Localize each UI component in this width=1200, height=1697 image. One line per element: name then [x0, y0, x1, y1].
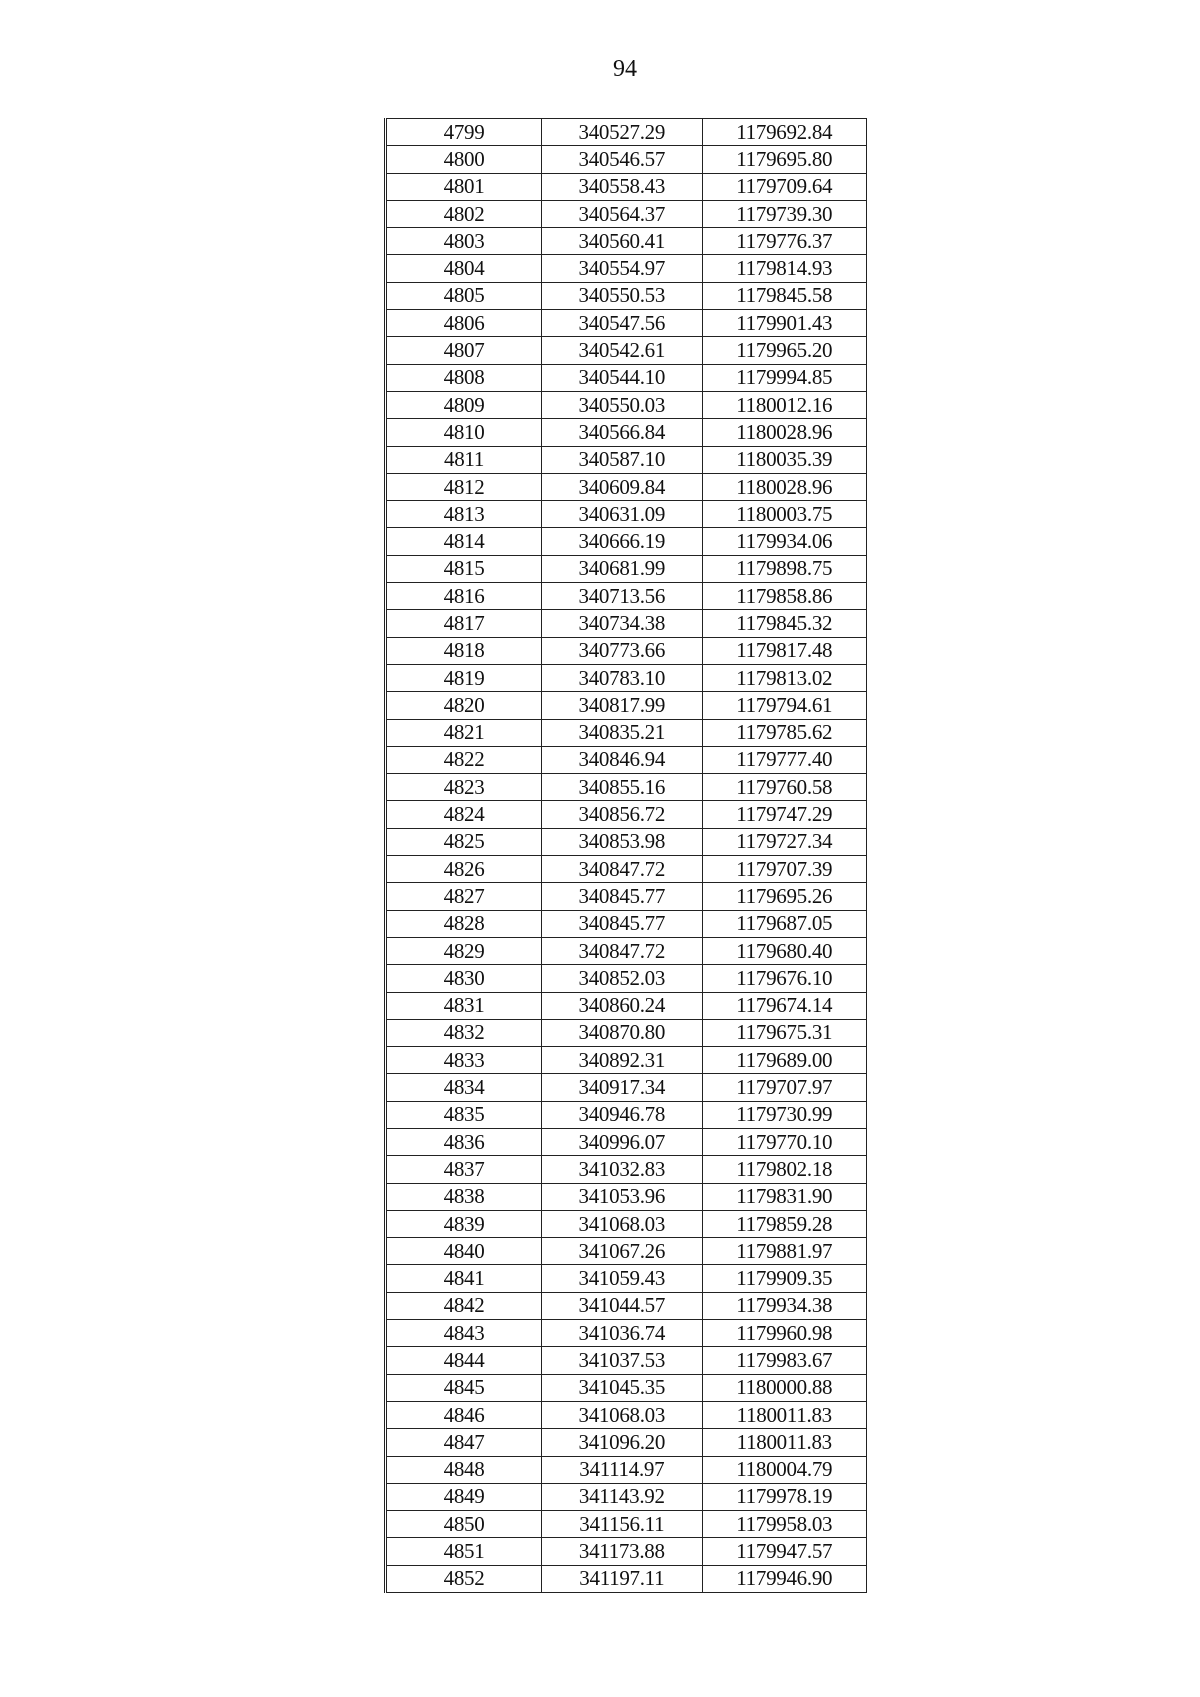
x-coordinate-cell: 340856.72 [542, 801, 702, 828]
x-coordinate-cell: 340681.99 [542, 555, 702, 582]
point-number-cell: 4843 [386, 1320, 542, 1347]
point-number-cell: 4804 [386, 255, 542, 282]
y-coordinate-cell: 1179727.34 [702, 828, 866, 855]
y-coordinate-cell: 1179689.00 [702, 1047, 866, 1074]
y-coordinate-cell: 1179960.98 [702, 1320, 866, 1347]
table-row [386, 119, 867, 146]
x-coordinate-cell: 340917.34 [542, 1074, 702, 1101]
y-coordinate-cell: 1179794.61 [702, 692, 866, 719]
table-row [386, 337, 867, 364]
point-number-cell: 4808 [386, 364, 542, 391]
x-coordinate-cell: 341037.53 [542, 1347, 702, 1374]
point-number-cell: 4803 [386, 228, 542, 255]
point-number-cell: 4847 [386, 1429, 542, 1456]
point-number-cell: 4799 [386, 119, 542, 146]
point-number-cell: 4819 [386, 664, 542, 691]
table-row [386, 937, 867, 964]
table-row [386, 664, 867, 691]
table-row [386, 1074, 867, 1101]
x-coordinate-cell: 340558.43 [542, 173, 702, 200]
x-coordinate-cell: 340845.77 [542, 883, 702, 910]
y-coordinate-cell: 1179760.58 [702, 774, 866, 801]
table-row [386, 965, 867, 992]
point-number-cell: 4841 [386, 1265, 542, 1292]
table-row [386, 1047, 867, 1074]
point-number-cell: 4817 [386, 610, 542, 637]
point-number-cell: 4833 [386, 1047, 542, 1074]
point-number-cell: 4829 [386, 937, 542, 964]
point-number-cell: 4845 [386, 1374, 542, 1401]
point-number-cell: 4848 [386, 1456, 542, 1483]
table-row [386, 1401, 867, 1428]
y-coordinate-cell: 1179770.10 [702, 1128, 866, 1155]
y-coordinate-cell: 1179785.62 [702, 719, 866, 746]
x-coordinate-cell: 340852.03 [542, 965, 702, 992]
y-coordinate-cell: 1179909.35 [702, 1265, 866, 1292]
y-coordinate-cell: 1179730.99 [702, 1101, 866, 1128]
table-row [386, 719, 867, 746]
table-row [386, 692, 867, 719]
x-coordinate-cell: 341067.26 [542, 1238, 702, 1265]
x-coordinate-cell: 340855.16 [542, 774, 702, 801]
table-row [386, 419, 867, 446]
y-coordinate-cell: 1180035.39 [702, 446, 866, 473]
table-row [386, 473, 867, 500]
table-row [386, 774, 867, 801]
table-row [386, 1238, 867, 1265]
table-row [386, 310, 867, 337]
table-row [386, 1292, 867, 1319]
y-coordinate-cell: 1179707.97 [702, 1074, 866, 1101]
table-row [386, 1101, 867, 1128]
point-number-cell: 4842 [386, 1292, 542, 1319]
y-coordinate-cell: 1179709.64 [702, 173, 866, 200]
point-number-cell: 4831 [386, 992, 542, 1019]
y-coordinate-cell: 1179983.67 [702, 1347, 866, 1374]
x-coordinate-cell: 340666.19 [542, 528, 702, 555]
x-coordinate-cell: 340773.66 [542, 637, 702, 664]
y-coordinate-cell: 1179707.39 [702, 856, 866, 883]
x-coordinate-cell: 341156.11 [542, 1511, 702, 1538]
x-coordinate-cell: 340609.84 [542, 473, 702, 500]
point-number-cell: 4835 [386, 1101, 542, 1128]
table-row [386, 1265, 867, 1292]
table-row [386, 528, 867, 555]
point-number-cell: 4821 [386, 719, 542, 746]
point-number-cell: 4801 [386, 173, 542, 200]
table-row [386, 501, 867, 528]
x-coordinate-cell: 340550.53 [542, 282, 702, 309]
x-coordinate-cell: 340547.56 [542, 310, 702, 337]
table-row [386, 856, 867, 883]
x-coordinate-cell: 340554.97 [542, 255, 702, 282]
y-coordinate-cell: 1179858.86 [702, 583, 866, 610]
table-row [386, 910, 867, 937]
x-coordinate-cell: 341114.97 [542, 1456, 702, 1483]
table-row [386, 1511, 867, 1538]
point-number-cell: 4800 [386, 146, 542, 173]
point-number-cell: 4849 [386, 1483, 542, 1510]
x-coordinate-cell: 340846.94 [542, 746, 702, 773]
table-row [386, 282, 867, 309]
x-coordinate-cell: 340845.77 [542, 910, 702, 937]
y-coordinate-cell: 1179675.31 [702, 1019, 866, 1046]
table-row [386, 746, 867, 773]
point-number-cell: 4813 [386, 501, 542, 528]
point-number-cell: 4827 [386, 883, 542, 910]
y-coordinate-cell: 1179695.80 [702, 146, 866, 173]
x-coordinate-cell: 340870.80 [542, 1019, 702, 1046]
y-coordinate-cell: 1179802.18 [702, 1156, 866, 1183]
x-coordinate-cell: 340564.37 [542, 200, 702, 227]
x-coordinate-cell: 340817.99 [542, 692, 702, 719]
table-row [386, 146, 867, 173]
table-row [386, 1210, 867, 1237]
x-coordinate-cell: 340853.98 [542, 828, 702, 855]
y-coordinate-cell: 1179676.10 [702, 965, 866, 992]
x-coordinate-cell: 340892.31 [542, 1047, 702, 1074]
point-number-cell: 4818 [386, 637, 542, 664]
y-coordinate-cell: 1180011.83 [702, 1401, 866, 1428]
y-coordinate-cell: 1179674.14 [702, 992, 866, 1019]
y-coordinate-cell: 1179831.90 [702, 1183, 866, 1210]
x-coordinate-cell: 341059.43 [542, 1265, 702, 1292]
x-coordinate-cell: 341143.92 [542, 1483, 702, 1510]
x-coordinate-cell: 341032.83 [542, 1156, 702, 1183]
table-row [386, 391, 867, 418]
x-coordinate-cell: 340783.10 [542, 664, 702, 691]
x-coordinate-cell: 340550.03 [542, 391, 702, 418]
y-coordinate-cell: 1179958.03 [702, 1511, 866, 1538]
y-coordinate-cell: 1180012.16 [702, 391, 866, 418]
point-number-cell: 4812 [386, 473, 542, 500]
x-coordinate-cell: 341036.74 [542, 1320, 702, 1347]
table-row [386, 1429, 867, 1456]
x-coordinate-cell: 341044.57 [542, 1292, 702, 1319]
point-number-cell: 4839 [386, 1210, 542, 1237]
y-coordinate-cell: 1179994.85 [702, 364, 866, 391]
table-row [386, 637, 867, 664]
point-number-cell: 4806 [386, 310, 542, 337]
table-row [386, 1456, 867, 1483]
point-number-cell: 4834 [386, 1074, 542, 1101]
y-coordinate-cell: 1179692.84 [702, 119, 866, 146]
page-number: 94 [613, 56, 637, 82]
table-row [386, 1483, 867, 1510]
y-coordinate-cell: 1179845.58 [702, 282, 866, 309]
point-number-cell: 4846 [386, 1401, 542, 1428]
x-coordinate-cell: 340527.29 [542, 119, 702, 146]
x-coordinate-cell: 340546.57 [542, 146, 702, 173]
point-number-cell: 4815 [386, 555, 542, 582]
point-number-cell: 4851 [386, 1538, 542, 1565]
point-number-cell: 4826 [386, 856, 542, 883]
point-number-cell: 4810 [386, 419, 542, 446]
table-body [386, 119, 867, 1593]
point-number-cell: 4809 [386, 391, 542, 418]
table-row [386, 583, 867, 610]
y-coordinate-cell: 1179687.05 [702, 910, 866, 937]
x-coordinate-cell: 340847.72 [542, 937, 702, 964]
x-coordinate-cell: 340946.78 [542, 1101, 702, 1128]
y-coordinate-cell: 1179965.20 [702, 337, 866, 364]
x-coordinate-cell: 340713.56 [542, 583, 702, 610]
table-row [386, 828, 867, 855]
y-coordinate-cell: 1179845.32 [702, 610, 866, 637]
table-row [386, 446, 867, 473]
point-number-cell: 4823 [386, 774, 542, 801]
y-coordinate-cell: 1179901.43 [702, 310, 866, 337]
y-coordinate-cell: 1179978.19 [702, 1483, 866, 1510]
table-row [386, 255, 867, 282]
coordinates-table [384, 118, 867, 1593]
point-number-cell: 4828 [386, 910, 542, 937]
x-coordinate-cell: 340835.21 [542, 719, 702, 746]
point-number-cell: 4822 [386, 746, 542, 773]
point-number-cell: 4811 [386, 446, 542, 473]
x-coordinate-cell: 340860.24 [542, 992, 702, 1019]
point-number-cell: 4816 [386, 583, 542, 610]
x-coordinate-cell: 340544.10 [542, 364, 702, 391]
x-coordinate-cell: 341197.11 [542, 1565, 702, 1592]
y-coordinate-cell: 1179934.06 [702, 528, 866, 555]
table-row [386, 228, 867, 255]
table-row [386, 992, 867, 1019]
x-coordinate-cell: 341096.20 [542, 1429, 702, 1456]
table-row [386, 883, 867, 910]
table-row [386, 610, 867, 637]
x-coordinate-cell: 341045.35 [542, 1374, 702, 1401]
x-coordinate-cell: 340566.84 [542, 419, 702, 446]
y-coordinate-cell: 1180003.75 [702, 501, 866, 528]
y-coordinate-cell: 1179946.90 [702, 1565, 866, 1592]
y-coordinate-cell: 1179817.48 [702, 637, 866, 664]
table-row [386, 1019, 867, 1046]
x-coordinate-cell: 340734.38 [542, 610, 702, 637]
point-number-cell: 4852 [386, 1565, 542, 1592]
point-number-cell: 4824 [386, 801, 542, 828]
x-coordinate-cell: 341053.96 [542, 1183, 702, 1210]
table-row [386, 200, 867, 227]
point-number-cell: 4820 [386, 692, 542, 719]
table-row [386, 1538, 867, 1565]
x-coordinate-cell: 340560.41 [542, 228, 702, 255]
point-number-cell: 4802 [386, 200, 542, 227]
y-coordinate-cell: 1179881.97 [702, 1238, 866, 1265]
y-coordinate-cell: 1179776.37 [702, 228, 866, 255]
table-row [386, 1347, 867, 1374]
x-coordinate-cell: 340542.61 [542, 337, 702, 364]
x-coordinate-cell: 340847.72 [542, 856, 702, 883]
y-coordinate-cell: 1179934.38 [702, 1292, 866, 1319]
y-coordinate-cell: 1179695.26 [702, 883, 866, 910]
y-coordinate-cell: 1179680.40 [702, 937, 866, 964]
point-number-cell: 4844 [386, 1347, 542, 1374]
table-row [386, 1565, 867, 1592]
table-row [386, 1320, 867, 1347]
table-row [386, 1128, 867, 1155]
point-number-cell: 4836 [386, 1128, 542, 1155]
point-number-cell: 4814 [386, 528, 542, 555]
point-number-cell: 4850 [386, 1511, 542, 1538]
x-coordinate-cell: 341173.88 [542, 1538, 702, 1565]
y-coordinate-cell: 1179814.93 [702, 255, 866, 282]
x-coordinate-cell: 340587.10 [542, 446, 702, 473]
y-coordinate-cell: 1179777.40 [702, 746, 866, 773]
point-number-cell: 4837 [386, 1156, 542, 1183]
y-coordinate-cell: 1180011.83 [702, 1429, 866, 1456]
table-row [386, 1156, 867, 1183]
y-coordinate-cell: 1180000.88 [702, 1374, 866, 1401]
point-number-cell: 4807 [386, 337, 542, 364]
point-number-cell: 4840 [386, 1238, 542, 1265]
y-coordinate-cell: 1179739.30 [702, 200, 866, 227]
table-row [386, 555, 867, 582]
y-coordinate-cell: 1180004.79 [702, 1456, 866, 1483]
y-coordinate-cell: 1179947.57 [702, 1538, 866, 1565]
y-coordinate-cell: 1179859.28 [702, 1210, 866, 1237]
y-coordinate-cell: 1180028.96 [702, 419, 866, 446]
point-number-cell: 4830 [386, 965, 542, 992]
table-row [386, 1183, 867, 1210]
table-row [386, 1374, 867, 1401]
point-number-cell: 4838 [386, 1183, 542, 1210]
x-coordinate-cell: 341068.03 [542, 1401, 702, 1428]
x-coordinate-cell: 340631.09 [542, 501, 702, 528]
point-number-cell: 4832 [386, 1019, 542, 1046]
point-number-cell: 4805 [386, 282, 542, 309]
table-row [386, 801, 867, 828]
point-number-cell: 4825 [386, 828, 542, 855]
y-coordinate-cell: 1179898.75 [702, 555, 866, 582]
y-coordinate-cell: 1179813.02 [702, 664, 866, 691]
x-coordinate-cell: 341068.03 [542, 1210, 702, 1237]
table-row [386, 364, 867, 391]
table-row [386, 173, 867, 200]
y-coordinate-cell: 1179747.29 [702, 801, 866, 828]
y-coordinate-cell: 1180028.96 [702, 473, 866, 500]
x-coordinate-cell: 340996.07 [542, 1128, 702, 1155]
